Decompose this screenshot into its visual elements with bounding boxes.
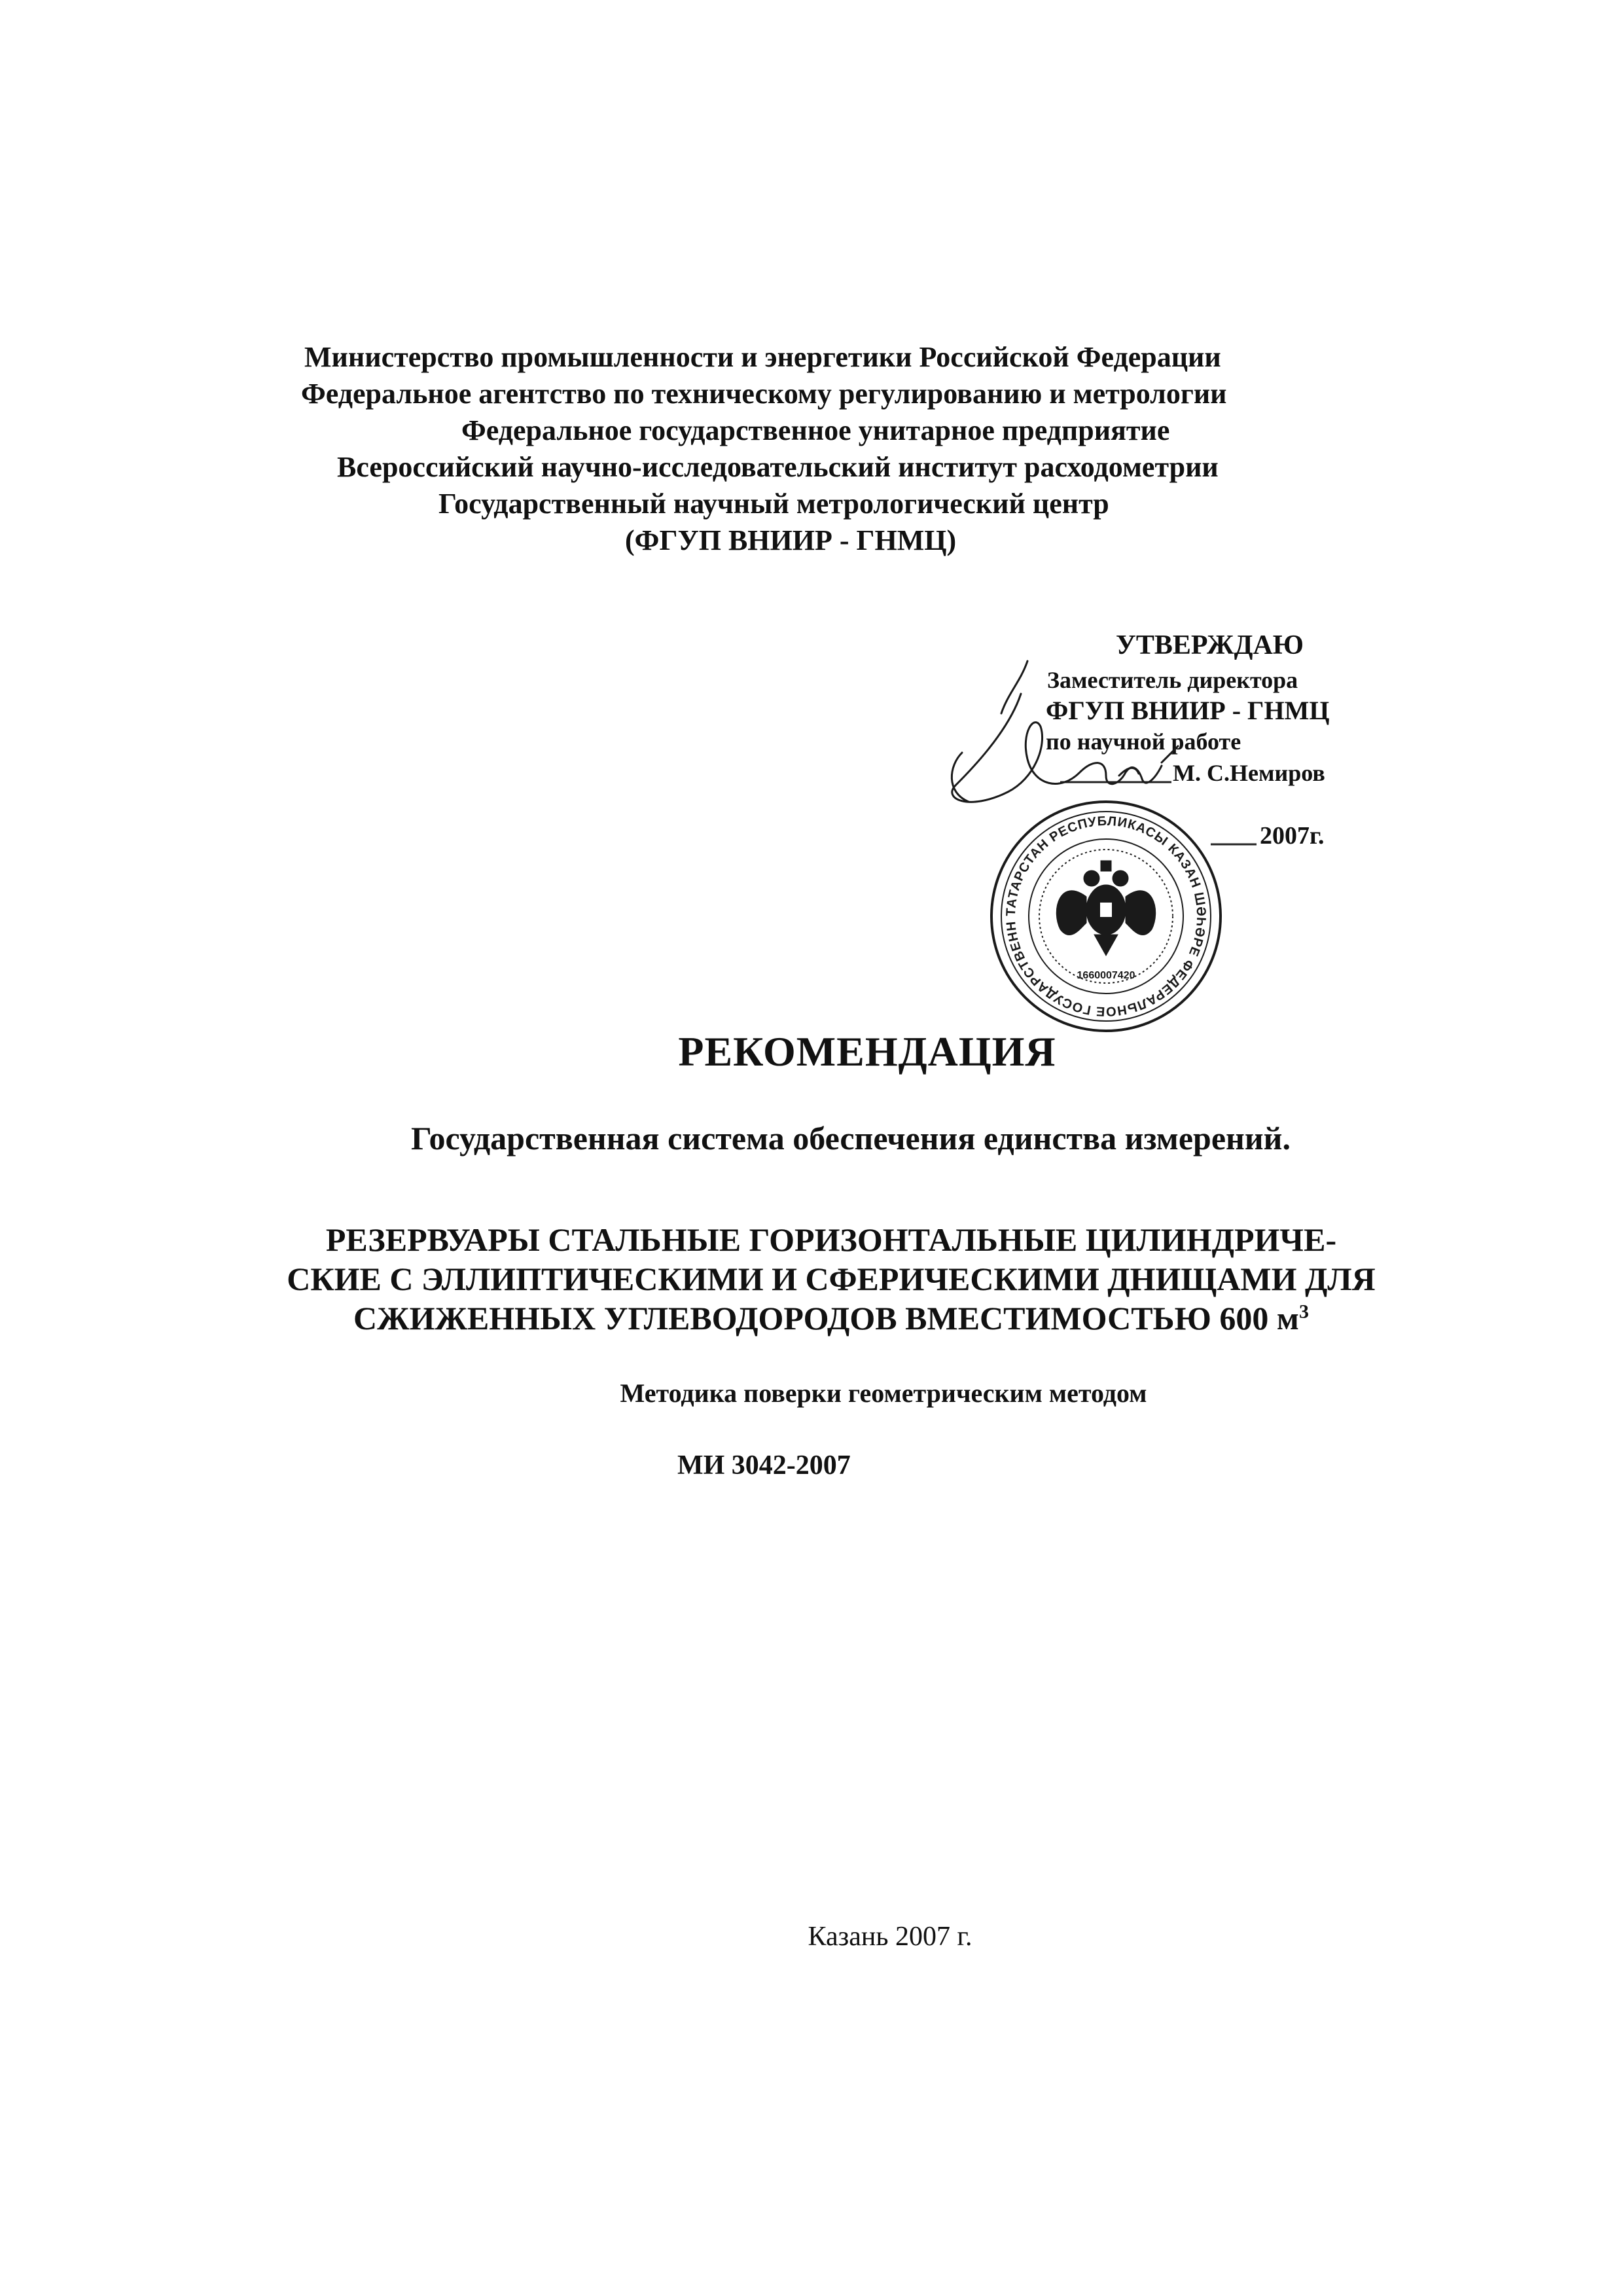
org-line-agency: Федеральное агентство по техническому регулированию и метрологии [301,378,1227,410]
title-superscript: 3 [1298,1300,1309,1323]
document-series: Государственная система обеспечения единства измерений. [411,1120,1291,1157]
org-line-abbreviation: (ФГУП ВНИИР - ГНМЦ) [625,524,957,556]
title-line-2: СКИЕ С ЭЛЛИПТИЧЕСКИМИ И СФЕРИЧЕСКИМИ ДНИЩАМИ ДЛЯ [287,1261,1376,1297]
coat-of-arms-icon [1056,861,1155,956]
signature-and-stamp [929,655,1335,1034]
stamp-ring-text: ТАТАРСТАН РЕСПУБЛИКАСЫ КАЗАН ШӘҺӘРЕ ФЕДЕРАЛЬНОЕ ГОСУДАРСТВЕНН [1003,814,1209,1019]
org-line-center: Государственный научный метрологический центр [438,488,1109,520]
footer-city-year: Казань 2007 г. [808,1922,972,1952]
org-line-institute: Всероссийский научно-исследовательский институт расходометрии [337,451,1219,483]
document-method: Методика поверки геометрическим методом [620,1378,1147,1408]
title-line-3-text: СЖИЖЕННЫХ УГЛЕВОДОРОДОВ ВМЕСТИМОСТЬЮ 600 м [353,1300,1299,1336]
approval-signatory: М. С.Немиров [1173,760,1325,786]
approval-position: Заместитель директора [1047,667,1298,693]
approval-heading: УТВЕРЖДАЮ [1116,630,1304,660]
document-type: РЕКОМЕНДАЦИЯ [678,1028,1056,1075]
approval-year: 2007г. [1260,822,1325,850]
signature-icon [952,661,1178,802]
org-line-ministry: Министерство промышленности и энергетики Российской Федерации [304,341,1221,373]
title-line-1: РЕЗЕРВУАРЫ СТАЛЬНЫЕ ГОРИЗОНТАЛЬНЫЕ ЦИЛИНДРИЧЕ- [325,1221,1337,1258]
approval-org: ФГУП ВНИИР - ГНМЦ [1046,696,1330,725]
official-stamp [991,802,1221,1031]
org-line-enterprise: Федеральное государственное унитарное предприятие [461,414,1170,446]
title-line-3 [0,1299,1623,1337]
approval-dept: по научной работе [1046,728,1241,755]
stamp-center-number: 1660007420 [1077,970,1135,981]
document-code: МИ 3042-2007 [677,1450,851,1480]
